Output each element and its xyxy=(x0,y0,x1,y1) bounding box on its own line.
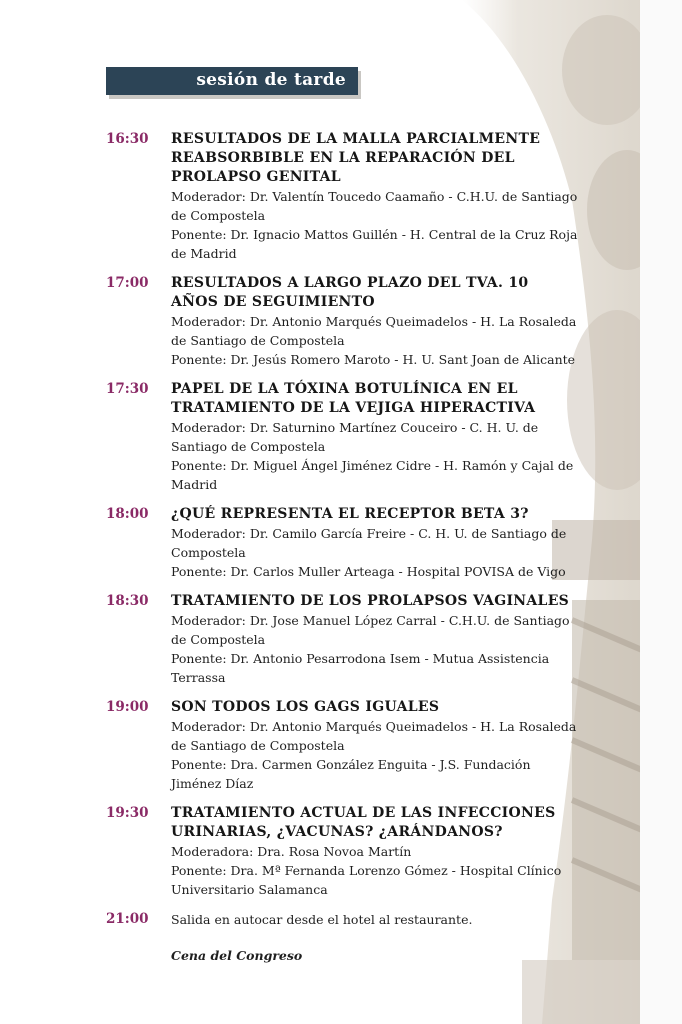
program-list xyxy=(106,130,580,940)
session-time: 16:30 xyxy=(106,131,149,147)
session-moderator: Moderador: Dr. Saturnino Martínez Couceiro - C. H. U. de Santiago de Compostela xyxy=(171,420,539,454)
session-item xyxy=(106,130,580,263)
section-title: sesión de tarde xyxy=(196,70,346,90)
session-speaker: Ponente: Dr. Ignacio Mattos Guillén - H. Central de la Cruz Roja de Madrid xyxy=(171,227,578,261)
session-moderator: Moderador: Dr. Camilo García Freire - C. H. U. de Santiago de Compostela xyxy=(171,526,567,560)
session-title: RESULTADOS A LARGO PLAZO DEL TVA. 10 AÑOS DE SEGUIMIENTO xyxy=(171,275,529,310)
session-time: 17:30 xyxy=(106,381,149,397)
session-item xyxy=(106,804,580,899)
session-item xyxy=(106,910,580,929)
session-speaker: Ponente: Dra. Mª Fernanda Lorenzo Gómez - Hospital Clínico Universitario Salamanca xyxy=(171,863,562,897)
session-speaker: Ponente: Dr. Carlos Muller Arteaga - Hospital POVISA de Vigo xyxy=(171,564,566,579)
session-moderator: Moderadora: Dra. Rosa Novoa Martín xyxy=(171,844,412,859)
session-speaker: Ponente: Dr. Jesús Romero Maroto - H. U. Sant Joan de Alicante xyxy=(171,352,576,367)
session-speaker: Ponente: Dr. Antonio Pesarrodona Isem - Mutua Assistencia Terrassa xyxy=(171,651,550,685)
session-time: 18:00 xyxy=(106,506,149,522)
session-item xyxy=(106,380,580,494)
session-time: 19:30 xyxy=(106,805,149,821)
session-moderator: Moderador: Dr. Valentín Toucedo Caamaño - C.H.U. de Santiago de Compostela xyxy=(171,189,578,223)
session-speaker: Ponente: Dr. Miguel Ángel Jiménez Cidre - H. Ramón y Cajal de Madrid xyxy=(171,458,574,492)
session-time: 19:00 xyxy=(106,699,149,715)
session-time: 18:30 xyxy=(106,593,149,609)
page-margin xyxy=(640,0,682,1024)
session-title: SON TODOS LOS GAGS IGUALES xyxy=(171,699,440,715)
session-title: TRATAMIENTO DE LOS PROLAPSOS VAGINALES xyxy=(171,593,570,609)
session-title: TRATAMIENTO ACTUAL DE LAS INFECCIONES URINARIAS, ¿VACUNAS? ¿ARÁNDANOS? xyxy=(171,805,556,840)
session-item xyxy=(106,698,580,793)
session-time: 21:00 xyxy=(106,911,149,927)
session-item xyxy=(106,505,580,581)
session-time: 17:00 xyxy=(106,275,149,291)
session-title: RESULTADOS DE LA MALLA PARCIALMENTE REABSORBIBLE EN LA REPARACIÓN DEL PROLAPSO GENITAL xyxy=(171,131,541,185)
session-item xyxy=(106,592,580,687)
session-item xyxy=(106,274,580,369)
closing-note: Salida en autocar desde el hotel al restaurante. xyxy=(171,912,473,927)
section-header xyxy=(106,67,358,95)
session-speaker: Ponente: Dra. Carmen González Enguita - J.S. Fundación Jiménez Díaz xyxy=(171,757,531,791)
session-moderator: Moderador: Dr. Antonio Marqués Queimadelos - H. La Rosaleda de Santiago de Compostela xyxy=(171,719,577,753)
dinner-label: Cena del Congreso xyxy=(171,948,303,963)
session-moderator: Moderador: Dr. Antonio Marqués Queimadelos - H. La Rosaleda de Santiago de Compostela xyxy=(171,314,577,348)
session-moderator: Moderador: Dr. Jose Manuel López Carral - C.H.U. de Santiago de Compostela xyxy=(171,613,570,647)
session-title: PAPEL DE LA TÓXINA BOTULÍNICA EN EL TRATAMIENTO DE LA VEJIGA HIPERACTIVA xyxy=(171,381,536,416)
session-title: ¿QUÉ REPRESENTA EL RECEPTOR BETA 3? xyxy=(171,506,529,522)
